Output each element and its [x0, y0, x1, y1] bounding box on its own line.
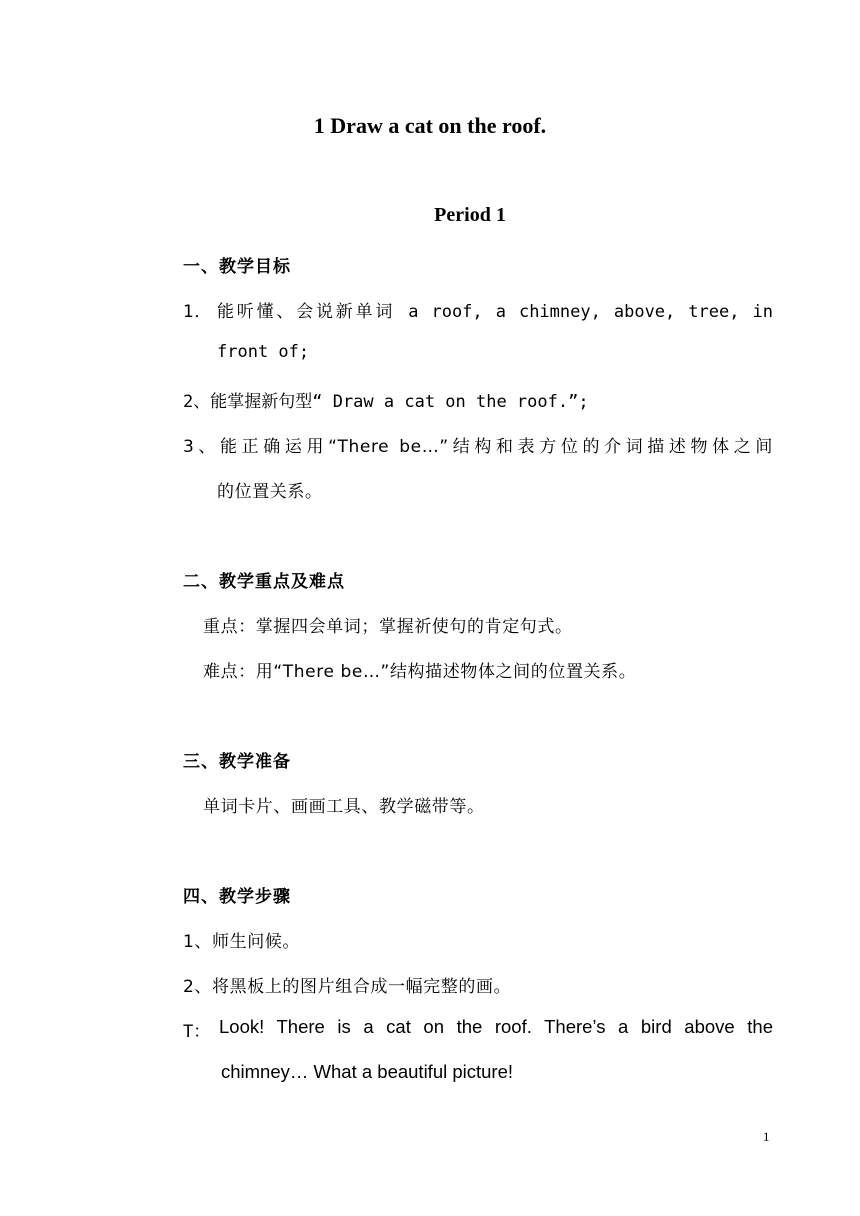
difficulty-text: 难点：用“There be…”结构描述物体之间的位置关系。	[203, 662, 637, 682]
document-title: 1 Draw a cat on the roof.	[313, 113, 547, 138]
objective-3-line-1: 3、能正确运用“There be…”结构和表方位的介词描述物体之间	[183, 437, 773, 457]
key-point-text: 重点：掌握四会单词；掌握祈使句的肯定句式。	[203, 617, 573, 637]
section-heading-preparation: 三、教学准备	[183, 752, 291, 772]
objective-1-line-2: front of;	[217, 342, 310, 362]
step-1: 1、师生问候。	[183, 932, 301, 952]
period-heading: Period 1	[434, 204, 506, 226]
teacher-line-2: chimney… What a beautiful picture!	[221, 1061, 514, 1082]
objective-1-line-1: 能听懂、会说新单词 a roof, a chimney, above, tree, in	[217, 302, 773, 322]
section-heading-steps: 四、教学步骤	[183, 887, 291, 907]
page-number: 1	[763, 1129, 770, 1144]
objective-2: 2、能掌握新句型“ Draw a cat on the roof.”;	[183, 392, 589, 412]
objective-1-number: 1．	[183, 302, 213, 322]
step-2: 2、将黑板上的图片组合成一幅完整的画。	[183, 977, 512, 997]
teacher-line-1: Look! There is a cat on the roof. There’s a bird above the	[219, 1016, 773, 1037]
teacher-label: T：	[183, 1022, 211, 1042]
section-heading-key-points: 二、教学重点及难点	[183, 572, 345, 592]
preparation-text: 单词卡片、画画工具、教学磁带等。	[203, 797, 485, 817]
section-heading-objectives: 一、教学目标	[183, 257, 291, 277]
objective-3-line-2: 的位置关系。	[217, 482, 323, 502]
